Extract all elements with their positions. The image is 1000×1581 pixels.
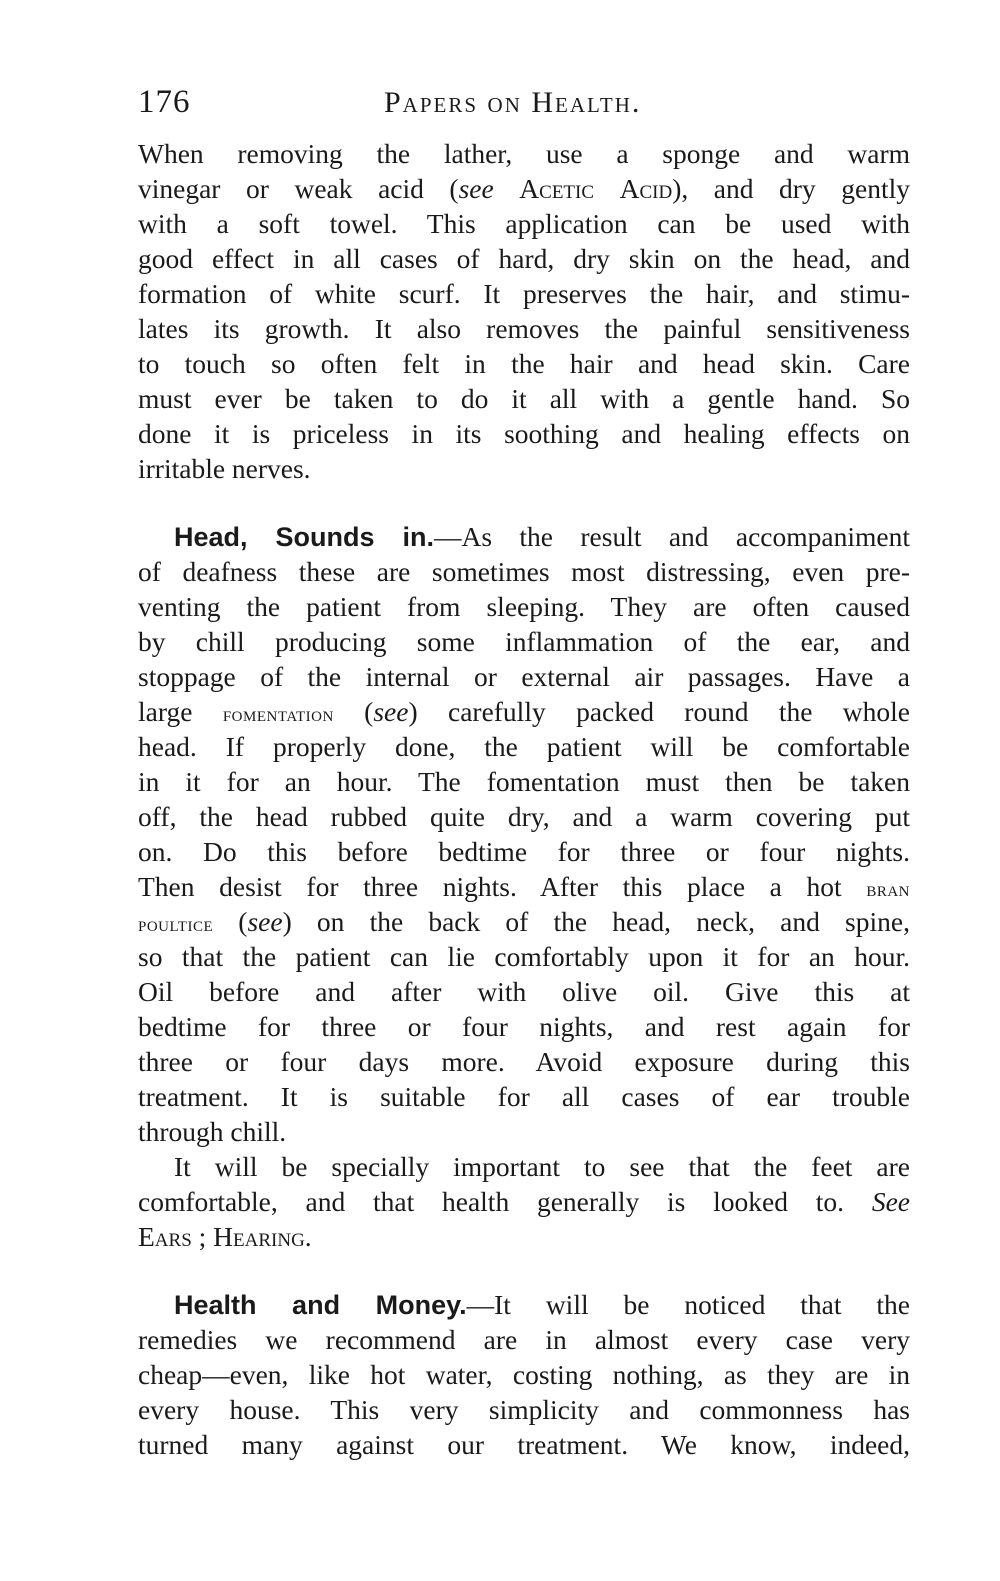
text-line: lates its growth. It also removes the painful sensitiveness [138, 313, 910, 344]
paragraph-scalp-lather [138, 136, 910, 486]
paragraph-feet-comfort [138, 1149, 910, 1254]
text-line: of deafness these are sometimes most distressing, even pre- [138, 556, 910, 587]
text-line: Oil before and after with olive oil. Give this at [138, 976, 910, 1007]
text-line: When removing the lather, use a sponge and warm [138, 138, 910, 169]
book-page [138, 84, 910, 1462]
text-line: so that the patient can lie comfortably upon it for an hour. [138, 941, 910, 972]
text-line: head. If properly done, the patient will be comfortable [138, 731, 910, 762]
text-line: Health and Money.—It will be noticed that the [174, 1289, 910, 1320]
text-line: in it for an hour. The fomentation must then be taken [138, 766, 910, 797]
text-line: Ears ; Hearing. [138, 1221, 312, 1252]
text-line: Then desist for three nights. After this place a hot bran [138, 871, 911, 902]
entry-head-sounds [138, 519, 910, 1149]
page-number: 176 [138, 84, 191, 120]
cross-reference: poultice [138, 911, 214, 936]
text-line: through chill. [138, 1116, 287, 1147]
text-line: remedies we recommend are in almost every case very [138, 1324, 910, 1355]
see-reference: See [871, 1186, 911, 1217]
text-line: done it is priceless in its soothing and healing effects on [138, 418, 910, 449]
cross-reference: fomentation [222, 701, 334, 726]
text-line: vinegar or weak acid (see Acetic Acid), and dry gently [138, 173, 910, 204]
text-line: to touch so often felt in the hair and head skin. Care [138, 348, 910, 379]
cross-reference: bran [866, 876, 911, 901]
cross-reference: Ears [138, 1221, 192, 1252]
text-line: stoppage of the internal or external air passages. Have a [138, 661, 910, 692]
text-line: must ever be taken to do it all with a gentle hand. So [138, 383, 910, 414]
text-line: comfortable, and that health generally is looked to. See [138, 1186, 911, 1217]
text-line: irritable nerves. [138, 453, 311, 484]
cross-reference: Hearing. [213, 1221, 312, 1252]
text-line: bedtime for three or four nights, and rest again for [138, 1011, 910, 1042]
text-line: off, the head rubbed quite dry, and a warm covering put [138, 801, 910, 832]
cross-reference: Acid [619, 173, 673, 204]
running-title: Papers on Health. [384, 86, 642, 119]
text-line: venting the patient from sleeping. They are often caused [138, 591, 910, 622]
text-line: It will be specially important to see that the feet are [174, 1151, 910, 1182]
cross-reference: Acetic [519, 173, 595, 204]
text-line: treatment. It is suitable for all cases of ear trouble [138, 1081, 910, 1112]
text-line: turned many against our treatment. We know, indeed, [138, 1429, 910, 1460]
text-line: by chill producing some inflammation of the ear, and [138, 626, 910, 657]
text-line: every house. This very simplicity and commonness has [138, 1394, 910, 1425]
entry-health-money [138, 1287, 910, 1462]
text-line: poultice (see) on the back of the head, neck, and spine, [138, 906, 910, 937]
running-header [138, 84, 910, 124]
text-line: on. Do this before bedtime for three or four nights. [138, 836, 910, 867]
text-line: formation of white scurf. It preserves the hair, and stimu- [138, 278, 910, 309]
entry-heading: Health and Money. [174, 1290, 467, 1320]
text-line: three or four days more. Avoid exposure during this [138, 1046, 910, 1077]
see-reference: see [458, 173, 494, 204]
text-line: Head, Sounds in.—As the result and accompaniment [174, 521, 910, 552]
text-line: cheap—even, like hot water, costing nothing, as they are in [138, 1359, 910, 1390]
text-line: with a soft towel. This application can be used with [138, 208, 910, 239]
see-reference: see [247, 906, 283, 937]
see-reference: see [373, 696, 409, 727]
text-line: large fomentation (see) carefully packed round the whole [138, 696, 910, 727]
text-line: good effect in all cases of hard, dry skin on the head, and [138, 243, 910, 274]
entry-heading: Head, Sounds in. [174, 522, 434, 552]
